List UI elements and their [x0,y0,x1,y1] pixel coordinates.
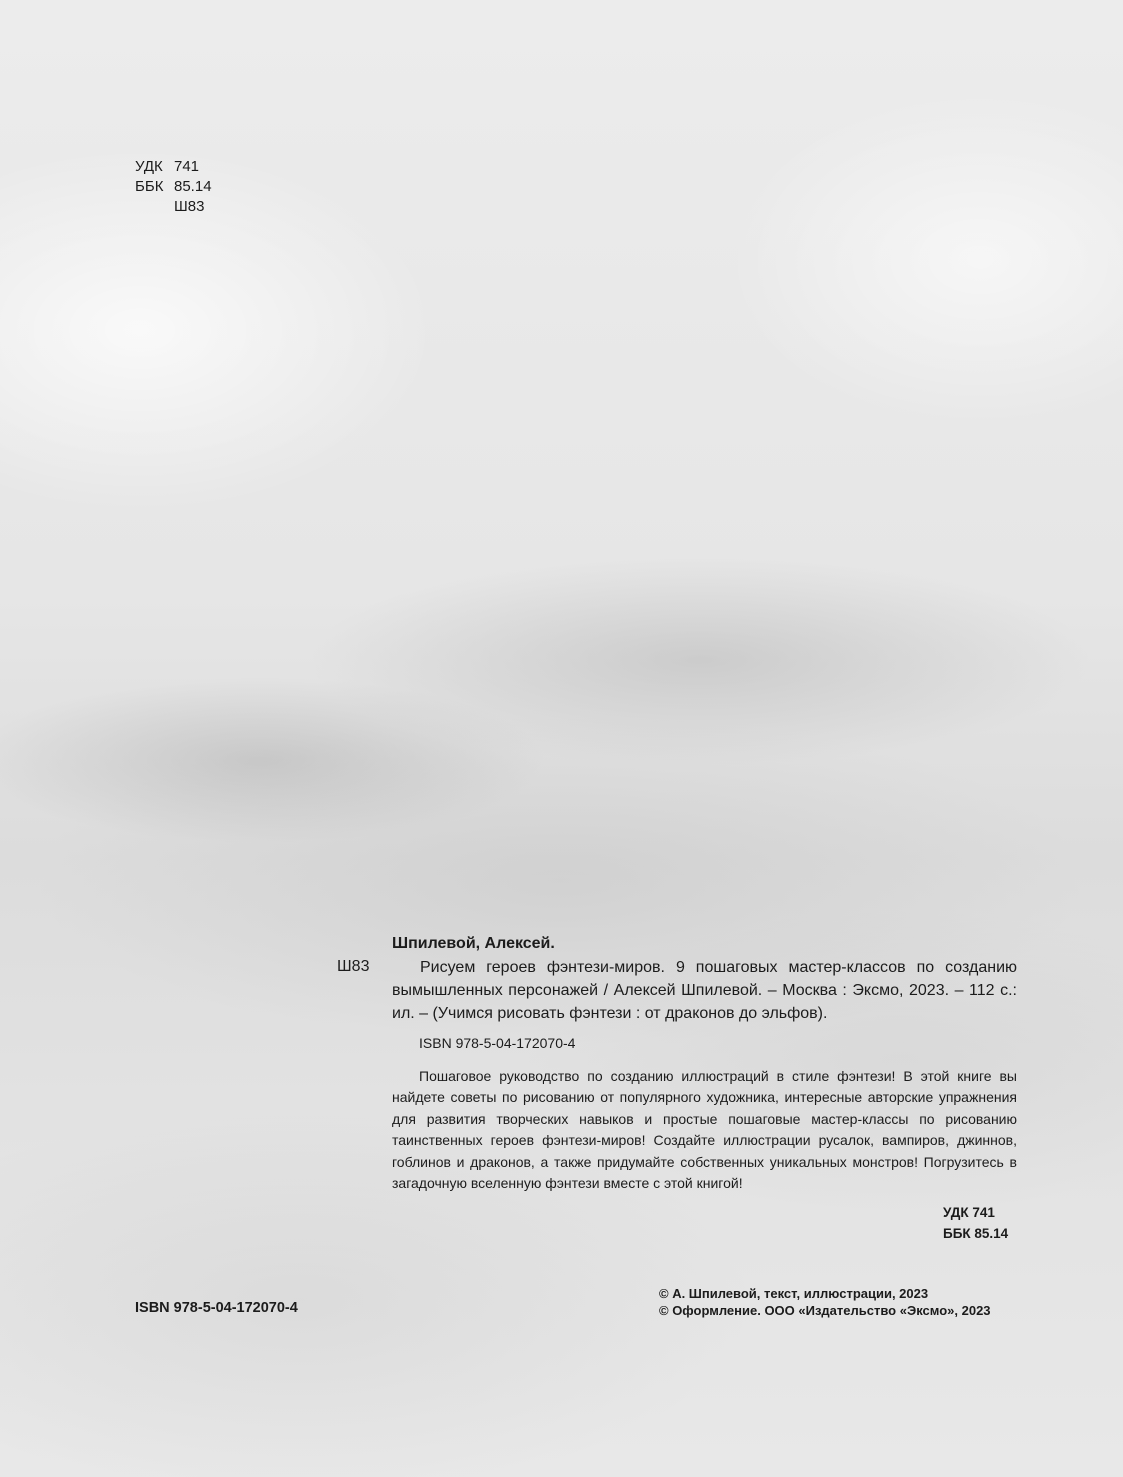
annotation-text: Пошаговое руководство по созданию иллюстраций в стиле фэнтези! В этой книге вы найдете советы по рисованию от популярного художника, интересные авторские упражнения для развития творческих навыков и простые пошаговые мастер-классы по рисованию таинственных героев фэнтези-миров! Создайте иллюстрации русалок, вампиров, джиннов, гоблинов и драконов, а также придумайте собственных уникальных монстров! Погрузитесь в загадочную вселенную фэнтези вместе с этой книгой! [392,1068,1017,1192]
author-heading: Шпилевой, Алексей. [392,935,555,952]
udk-label: УДК [135,158,163,175]
isbn-record: ISBN 978-5-04-172070-4 [419,1035,576,1051]
annotation [392,1066,1017,1194]
classification-codes-top [135,157,212,217]
author-mark-row [135,197,212,217]
classification-codes-bottom [943,1202,1008,1244]
bbk-value: 85.14 [174,178,212,195]
isbn-footer: ISBN 978-5-04-172070-4 [135,1300,298,1316]
bibliographic-description [392,956,1017,1025]
copyright-block [659,1285,991,1319]
bbk-row [135,177,212,197]
bbk-bottom: ББК 85.14 [943,1226,1009,1241]
udk-row [135,157,212,177]
description-text: Рисуем героев фэнтези-миров. 9 пошаговых мастер-классов по созданию вымышленных персонажей / Алексей Шпилевой. – Москва : Эксмо, 2023. – 112 с.: ил. – (Учимся рисовать фэнтези : от драконов до эльфов). [392,959,1017,1022]
copyright-design-line: © Оформление. ООО «Издательство «Эксмо», 2023 [659,1303,991,1318]
udk-value: 741 [174,158,200,175]
author-mark: Ш83 [337,958,370,975]
copyright-text-line: © А. Шпилевой, текст, иллюстрации, 2023 [659,1286,929,1301]
udk-bottom: УДК 741 [943,1205,995,1220]
author-mark-top: Ш83 [174,198,205,215]
bbk-label: ББК [135,178,164,195]
